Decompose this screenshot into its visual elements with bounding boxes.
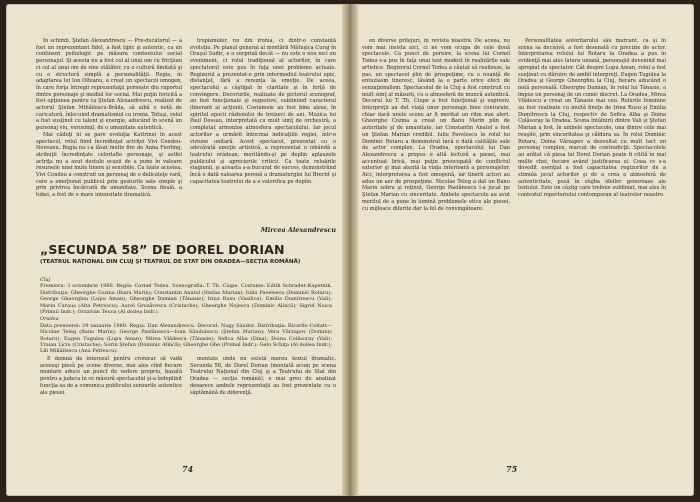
page-number: 74 xyxy=(182,464,194,474)
article-paragraph: Personalitatea autoritarului său marcant, ca şi în scena sa decisivă, a fost desenată cu precizie de actor. Interpretarea rolului lui Rotaru la Oradea a pus în evidenţă mai ales latura umană, personajul devenind mai apropiat de spectator. Cât despre Lupu Aman, rolul a fost susţinut cu dăruire de ambii interpreţi, Eugen Tugulea la Oradea şi George Gheorghiu la Cluj, fiecare aducând o notă personală. Gheorghe Damian, în rolul lui Tănasie, a impus un personaj de un comic discret. La Oradea, Mirea Vlădescu a creat un Tănasie mai vioi. Rolurile feminine au fost realizate cu multă fineţe de Irina Rusu şi Emilia Dumitrescu la Cluj, respectiv de Sofica Alba şi Doina Colăsoray la Oradea. Scena întâlnirii dintre Vali şi Ştefan Marian a fost, în ambele spectacole, una dintre cele mai reuşite, prin sinceritatea şi căldura sa. În rolul Dominic Rotaru, Doina Vărzapov a dezvoltat cu mult tact un personaj complex, marcat de contradicţii. Spectacolele au arătat că piesa lui Dorel Dorian poate fi citită în mai multe chei, fiecare având justificarea ei. Ceea ce s-a dovedit esenţial a fost capacitatea regizorilor de a stimula jocul actorilor şi de a crea o atmosferă de autenticitate, pusă în slujba ideilor generoase ale textului. Este un câştig care trebuie subliniat, mai ales în contextul repertoriului contemporan al teatrelor noastre. xyxy=(518,38,666,199)
left-top-column-2 xyxy=(190,38,336,248)
article-paragraph: en diverse prilejuri, în revista noastră. De aceea, nu vom mai insista aici, ci ne vom ocupa de cele două spectacole. Ca punct de pornire, la scena lui Cornel Todea s-a pus în faţa unui text modest în realizările sale artistice. Regizorul Cornel Todea a căutat să realizeze, la pas, un spectacol plin de prospeţime, cu o nuanţă de entuziasm tineresc, lăsând la o parte orice efect de senzaţionalism. Spectacolul de la Cluj a fost construit cu mult simţ al măsurii, cu o atmosferă de muncă autentică. Decorul lui T. Th. Ciupe a fost funcţional şi expresiv. Interpreţii au dat viaţă unor personaje bine conturate, chiar dacă unele scene ar fi meritat un ritm mai alert. Gheorghe Cozma a creat un Banu Marin plin de autoritate şi de umanitate, iar Constantin Anatol a fost un Ştefan Marian credibil. Iuliu Pavelescu în rolul lui Dominic Rotaru a demonstrat încă o dată calităţile sale de actor complex. La Oradea, spectacolul lui Dan Alexandrescu a propus o altă lectură a piesei, mai accentuat lirică, mai puţin preocupată de conflictul exterior şi mai atentă la viaţa interioară a personajelor. Aici, interpretarea a fost omogenă, iar tinerii actori au adus un aer de prospeţime. Nicolae Teleg a dat un Banu Marin sobru şi reţinut, George Paelănescu l-a jucat pe Ştefan Marian cu sinceritate. Ambele spectacole au avut meritul de a pune în lumină problemele etice ale piesei, cu mijloace diferite dar la fel de convingătoare. xyxy=(362,38,510,212)
author-signature: Mircea Alexandrescu xyxy=(260,226,336,234)
right-page xyxy=(354,4,694,496)
right-column-2 xyxy=(518,38,666,452)
article-paragraph: În schimb, Ştefan Alexandrescu — Pre-ducătorul — a fost un reprezentant fidel, a fost tipic şi autentic, ca un continent psihologic pe măsura contextului social personajul. Şi acesta nu a fost cel al unui om cu fricţiuni ci cel al unui om de sine stătător, cu o cultură limitată şi cu o structură simplă a personalităţii. Regia, în adaptarea lui Ion Olteanu, a creat un spectacol omogen, în care forţa întregii reprezentaţii porneşte din raportul dintre personaje şi mediul lor social. Mai puţin fericită a fost opţiunea pentru ca Ştefan Alexandrescu, realizat de actorul Ştefan Mihăilescu-Brăila, să aibă o notă de caricatură, înlocuind dramatismul cu ironia. Totuşi, rolul a fost susţinut cu talent şi energie, aducând în scenă un personaj viu, verosimil, de o umanitate autentică. xyxy=(36,38,182,132)
credits-text: Premiera: 3 octombrie 1960. Regia: Cornel Todea. Scenografia: T. Th. Ciupe. Costume: Edith Schrader-Kapetnik. Distribuţia: Gheorghe Cozma (Banu Marin); Constantin Anatol (Stefan Marian); Iuliu Pavelescu (Dominic Rotaru); George Gheorghiu (Lupu Aman); Gheorghe Damian (Tănasie); Irina Rusu (Vasilica); Emilia Dumitrescu (Vali); Marin Caraus (Alta Petrescu); Aurel Grozăvescu (Cristache); Gheorghe Nojescu (Dominic Alincă); Sigrid Noica (Primul Indr.); Octavian Teuca (Al doilea Indr.). xyxy=(40,283,332,316)
left-bottom-column-2 xyxy=(190,356,336,436)
credits-text: Data premierei: 29 ianuarie 1960. Regia: Dan Alexandrescu. Decorul: Nagy Sándor. Distribuţia: Ricardo Coltatt—Nicolae Teleg (Banu Marin); George Paelănescu—Ioan Sândulescu (Ştefan Marian); Vera Vărzapov (Dominic Rotaru); Eugen Tugulea (Lupu Aman); Mirea Vlădescu (Tănasie); Sofica Alba (Dina); Doina Colăsoray (Vali); Traian Liciu (Cristache); Sorin Ştefan (Dominic Alincă); Gheorghe Ghe (Primul Indr.); Gelu Schiţa (Al doilea Indr.); Lili Mihăilescu (Ana Petrescu). xyxy=(40,322,332,355)
article-headline: „SECUNDA 58” DE DOREL DORIAN xyxy=(40,242,285,257)
credits-city-label: Cluj xyxy=(40,277,51,283)
left-top-column-1 xyxy=(36,38,182,234)
right-column-1 xyxy=(362,38,510,452)
article-paragraph: montate unde nu există mereu textul dramatic. Secunda 58, de Dorel Dorian (montată acum pe scena Teatrului Naţional din Cluj şi a Teatrului de Stat din Oradea — secţia română), e mai greu de analizat deoarece ambele reprezentaţii au fost prezentate cu o săptămână de diferenţă. xyxy=(190,356,336,396)
book-spread xyxy=(6,4,694,496)
left-bottom-column-1 xyxy=(40,356,182,436)
article-paragraph: Mai căduţi ni se pare evoluţia Kattrinei în acest spectacol, rolul fiind încredinţat actriţei Vivi Condeu-Noveanu. Regia nu i-a lăsat multe fire de Anna Fierling, atribuţii încredinţate celorlalte personaje, şi astfel actriţa nu a avut destule ocazii de a pune în valoare resursele unei mute tinere şi sensibile. Cu toate acestea, Vivi Condeu a construit un personaj de o delicateţe rară, care a emoţionat publicul prin gesturile sale simple şi prin privirea încărcată de umanitate. Scena finală, a tobei, a fost de o mare intensitate dramatică. xyxy=(36,131,182,199)
article-paragraph: E demnă de interesul pentru cronicar să vadă aceeaşi piesă pe scene diverse, mai ales cînd fiecare montare aduce un punct de vedere propriu, bazată pentru a judeca în ce măsură spectacolul şi-a îndeplinit funcţia sa de a comunica publicului sensurile autentice ale piesei. xyxy=(40,356,182,396)
credits-city-label: Oradea xyxy=(40,316,59,323)
left-page xyxy=(6,4,346,496)
production-credits xyxy=(40,276,332,355)
article-paragraph: tropismelor, nu din ironia, ci dintr-o constantă evoluţie. Pe planul general al montării Mătuşica Curaj în Oraşul Sudic, e o surpriză decât — nu este o nou nici un eveniment, ci rolul tradiţional al actorilor, în care spectatorul este pus în faţa unei probleme actuale. Regizorul a prezentat-o prin intermediul teatrului epic, distanţat, fără a renunţa la emoţie. De aceea, spectacolul a câştigat în claritate şi în forţă de convingere. Decorurile, realizate de pictorul scenograf, au fost funcţionale şi sugestive, subliniind caracterul itinerant al acţiunii. Costumele au fost bine alese, în spiritul epocii războiului de treizeci de ani. Muzica lui Paul Dessau, interpretată cu mult simţ de orchestră, a completat armonios atmosfera spectacolului. Iar jocul actorilor a urmărit întocmai indicaţiile regiei, într-o viziune unitară. Acest spectacol, prezentat cu o adevărată emoţie artistică, a reprezentat o izbândă a teatrului orădean, meritându-şi pe deplin aplauzele publicului şi aprecierile criticii. Ca toate reluările stagiunii, şi aceasta s-a bucurat de succes, demonstrând încă o dată valoarea perenă a dramaturgiei lui Brecht şi capacitatea teatrului de a o valorifica pe deplin. xyxy=(190,38,336,185)
article-subheading: (TEATRUL NAŢIONAL DIN CLUJ ŞI TEATRUL DE STAT DIN ORADEA—SECŢIA ROMÂNĂ) xyxy=(40,259,301,265)
page-number: 75 xyxy=(506,464,518,474)
